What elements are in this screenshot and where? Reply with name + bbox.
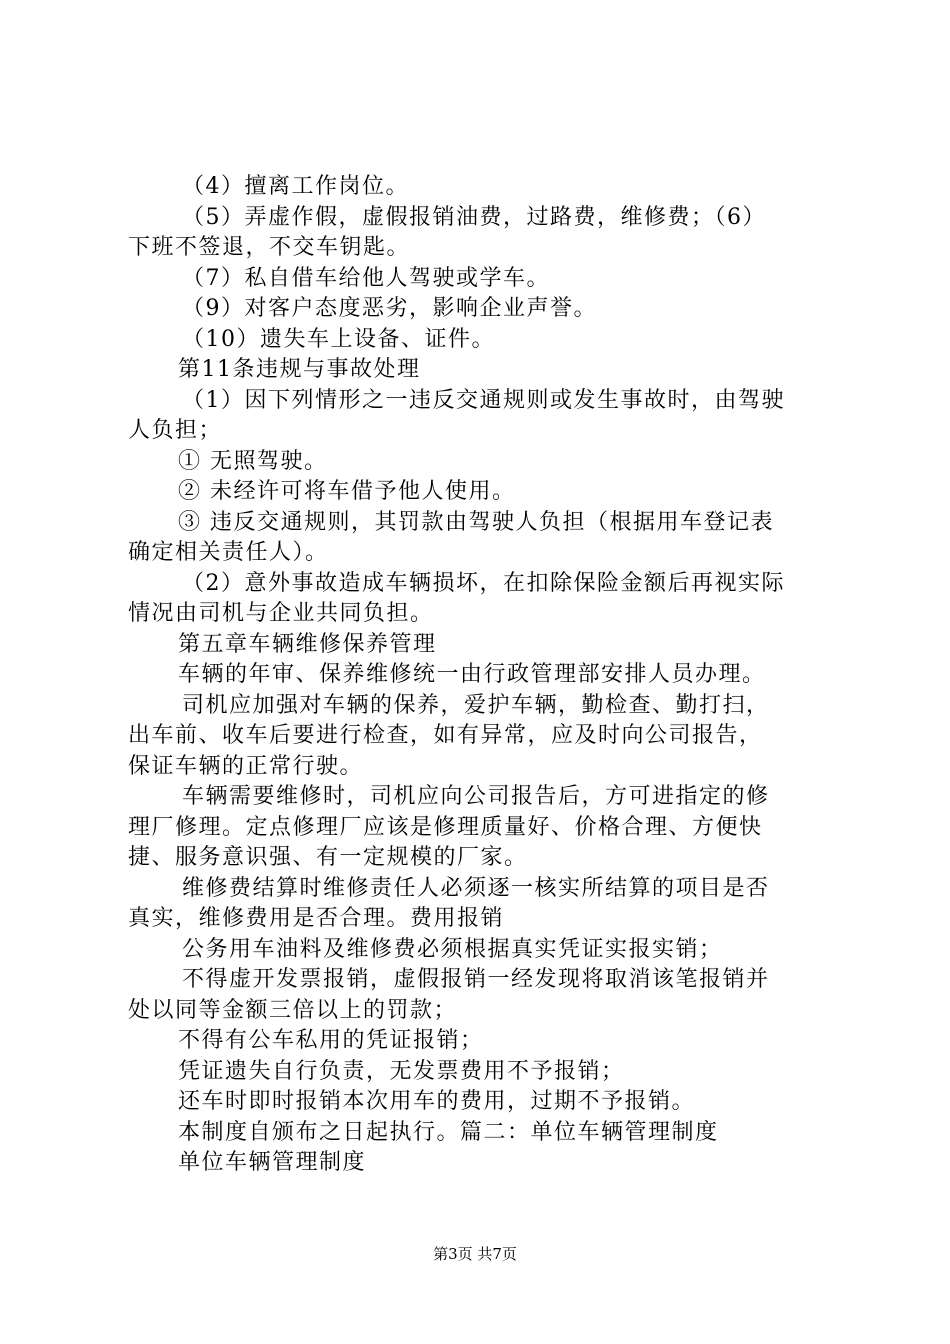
text-line: （2）意外事故造成车辆损坏，在扣除保险金额后再视实际 [182, 570, 785, 596]
text-line: 司机应加强对车辆的保养，爱护车辆，勤检查、勤打扫， [182, 692, 770, 718]
document-body [128, 172, 828, 1179]
text-line: （9）对客户态度恶劣，影响企业声誉。 [182, 296, 597, 321]
text-line: 公务用车油料及维修费必须根据真实凭证实报实销； [182, 936, 723, 962]
text-line: 不得虚开发票报销，虚假报销一经发现将取消该笔报销并 [182, 967, 770, 992]
text-line: 情况由司机与企业共同负担。 [128, 601, 434, 626]
text-line: （5）弄虚作假，虚假报销油费，过路费，维修费；（6） [182, 204, 766, 230]
text-line: 人负担； [128, 418, 223, 443]
text-line: 凭证遗失自行负责，无发票费用不予报销； [178, 1058, 625, 1084]
text-line: （1）因下列情形之一违反交通规则或发生事故时，由驾驶 [182, 387, 785, 413]
text-line: 理厂修理。定点修理厂应该是修理质量好、价格合理、方便快 [128, 814, 763, 840]
section-heading: 第11条违规与事故处理 [178, 357, 421, 382]
text-line: 真实，维修费用是否合理。费用报销 [128, 906, 505, 931]
text-line: （10）遗失车上设备、证件。 [182, 326, 495, 352]
text-line: 确定相关责任人）。 [128, 540, 329, 565]
text-line: ① 无照驾驶。 [178, 448, 328, 474]
page-number-footer: 第3页 共7页 [433, 1245, 517, 1263]
text-line: 车辆需要维修时，司机应向公司报告后，方可进指定的修 [182, 784, 770, 809]
text-line: 本制度自颁布之日起执行。篇二：单位车辆管理制度 [178, 1119, 719, 1145]
text-line: ③ 违反交通规则，其罚款由驾驶人负担（根据用车登记表 [178, 509, 774, 535]
text-line: 下班不签退，不交车钥匙。 [128, 235, 411, 260]
text-line: （4）擅离工作岗位。 [182, 174, 409, 199]
chapter-heading: 第五章车辆维修保养管理 [178, 631, 437, 657]
text-line: 维修费结算时维修责任人必须逐一核实所结算的项目是否 [182, 875, 770, 901]
text-line: 车辆的年审、保养维修统一由行政管理部安排人员办理。 [178, 662, 766, 687]
text-line: 处以同等金额三倍以上的罚款； [128, 997, 458, 1023]
section-heading: 单位车辆管理制度 [178, 1150, 367, 1175]
text-line: 保证车辆的正常行驶。 [128, 753, 364, 779]
text-line: ② 未经许可将车借予他人使用。 [178, 479, 516, 504]
text-line: 还车时即时报销本次用车的费用，过期不予报销。 [178, 1089, 696, 1114]
text-line: 出车前、收车后要进行检查，如有异常，应及时向公司报告， [128, 723, 763, 748]
text-line: 不得有公车私用的凭证报销； [178, 1028, 484, 1053]
text-line: 捷、服务意识强、有一定规模的厂家。 [128, 845, 528, 870]
text-line: （7）私自借车给他人驾驶或学车。 [182, 265, 550, 291]
